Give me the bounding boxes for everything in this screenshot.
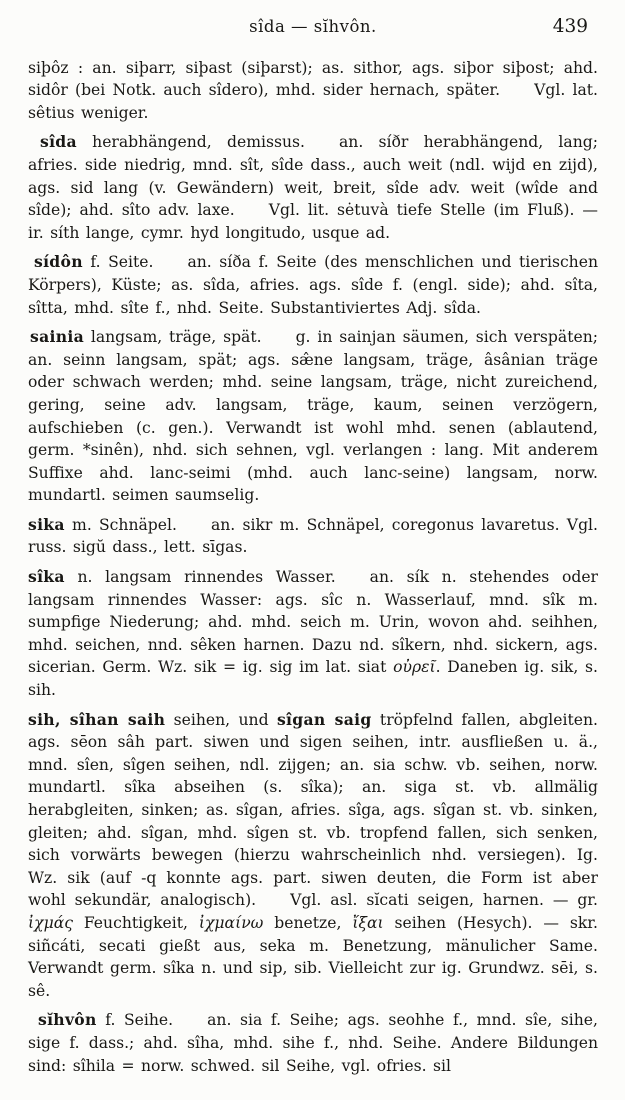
headword: sîgan saig xyxy=(276,709,372,729)
entry-text: g. in sainjan säumen, sich verspäten; an. seinn langsam, spät; ags. sæ̂ne langsam, träge, âsânian träge oder schwach werden; mhd. seine langsam, träge, nicht zureichend, gering, seine adv. langsam, träge, kaum, seinen verzögern, aufschieben (c. gen.). Verwandt ist wohl mhd. senen (ablautend, germ. *sinên), nhd. sich sehnen, vgl. verlangen : lang. Mit anderem Suffixe ahd. lanc-seimi (mhd. auch lanc-seine) langsam, norw. mundartl. seimen saumselig. xyxy=(28,328,598,505)
entry-text: benetze, xyxy=(263,913,353,932)
entry-sidon xyxy=(28,251,598,319)
headword: sídôn xyxy=(34,252,83,272)
page-number: 439 xyxy=(552,16,588,37)
entry-text: tröpfelnd fallen, abgleiten. ags. sēon sâh part. siwen und sigen seihen, intr. ausfließen u. ä., mnd. sîen, sîgen seihen, ndl. zijgen; an. sia schw. vb. seihen, norw. mundartl. sîka abseihen (s. sîka); an. siga st. vb. allmälig herabgleiten, sinken; as. sîgan, afries. sîga, ags. sîgan st. vb. sinken, gleiten; ahd. sîgan, mhd. sîgen st. vb. tropfend fallen, sich senken, sich vorwärts bewegen (hierzu wahrscheinlich nhd. versiegen). Ig. Wz. sik (auf -q konnte ags. part. siwen deuten, die Form ist aber wohl sekundär, analogisch). xyxy=(28,710,599,910)
entry-text: an. sikr m. Schnäpel, coregonus lavaretus. Vgl. russ. sigŭ dass., lett. sīgas. xyxy=(28,515,598,557)
entry-text: n. langsam rinnendes Wasser. xyxy=(64,568,336,587)
headword: sainia xyxy=(30,327,84,347)
entry-text: Vgl. asl. sĭcati seigen, harnen. — gr. xyxy=(290,891,598,910)
entry-sika-2 xyxy=(28,566,598,702)
entry-sainia xyxy=(28,326,598,507)
entry-text: . Daneben ig. sik, s. sih. xyxy=(28,658,598,700)
entry-sihvon xyxy=(28,1009,598,1077)
greek-term: ἰχμάς xyxy=(28,913,73,932)
entries xyxy=(28,57,598,1078)
headword: sika xyxy=(28,514,65,534)
page-header xyxy=(28,16,598,39)
entry-sika-1 xyxy=(28,514,598,559)
entry-text: langsam, träge, spät. xyxy=(83,328,262,347)
entry-text: f. Seihe. xyxy=(96,1011,174,1030)
entry-text: Vgl. lat. sêtius weniger. xyxy=(28,81,598,122)
entry-text: m. Schnäpel. xyxy=(64,515,177,534)
entry-sih xyxy=(28,709,598,1003)
entry-text: seihen, und xyxy=(165,710,277,729)
headword: sĭhvôn xyxy=(38,1010,97,1030)
entry-text: Vgl. lit. sėtuvà tiefe Stelle (im Fluß). — ir. síth lange, cymr. hyd longitudo, usque ad. xyxy=(28,201,598,242)
entry-text: an. sia f. Seihe; ags. seohhe f., mnd. sîe, sihe, sige f. dass.; ahd. sîha, mhd. sihe f., nhd. Seihe. Andere Bildungen sind: sîhila = norw. schwed. sil Seihe, vgl. ofries. sil xyxy=(28,1011,598,1075)
entry-text: herabhängend, demissus. xyxy=(76,133,305,152)
greek-term: ἴξαι xyxy=(352,913,384,932)
entry-text: Feuchtigkeit, xyxy=(72,913,199,932)
entry-text: seihen (Hesych). — skr. siñcáti, secati gießt aus, seka m. Benetzung, mänulicher Same. Verwandt germ. sîka n. und sip, sib. Vielleicht zur ig. Grundwz. sēi, s. sê. xyxy=(28,913,598,1000)
entry-sithoz-continuation xyxy=(28,57,598,125)
entry-text: an. síðr herabhängend, lang; afries. side niedrig, mnd. sît, sîde dass., auch weit (ndl. wijd en zijd), ags. sid lang (v. Gewändern) weit, breit, sîde adv. weit (wîde and sîde); ahd. sîto adv. laxe. xyxy=(28,133,598,220)
entry-text: an. síða f. Seite (des menschlichen und tierischen Körpers), Küste; as. sîda, afries. ags. sîde f. (engl. side); ahd. sîta, sîtta, mhd. sîte f., nhd. Seite. Substantiviertes Adj. sîda. xyxy=(28,253,598,317)
running-head: sîda — sĭhvôn. xyxy=(249,17,377,36)
headword: sih, sîhan saih xyxy=(28,709,166,729)
headword: sîka xyxy=(28,567,65,587)
entry-text: an. sík n. stehendes oder langsam rinnendes Wasser: ags. sîc n. Wasserlauf, mnd. sîk m. sumpfige Niederung; ahd. mhd. seich m. Urin, wovon ahd. seihhen, mhd. seichen, nnd. sêken harnen. Dazu nd. sîkern, nhd. sickern, ags. sicerian. Germ. Wz. sik = ig. sig im lat. siat xyxy=(28,568,598,677)
entry-sida xyxy=(28,131,598,244)
entry-text: f. Seite. xyxy=(82,253,154,272)
greek-term: ἰχμαίνω xyxy=(198,913,264,932)
headword: sîda xyxy=(40,132,77,152)
greek-term: οὐρεῖ xyxy=(393,658,436,677)
entry-text: siþôz : an. siþarr, siþast (siþarst); as. sithor, ags. siþor siþost; ahd. sidôr (bei Notk. auch sîdero), mhd. sider hernach, später. xyxy=(28,58,598,100)
